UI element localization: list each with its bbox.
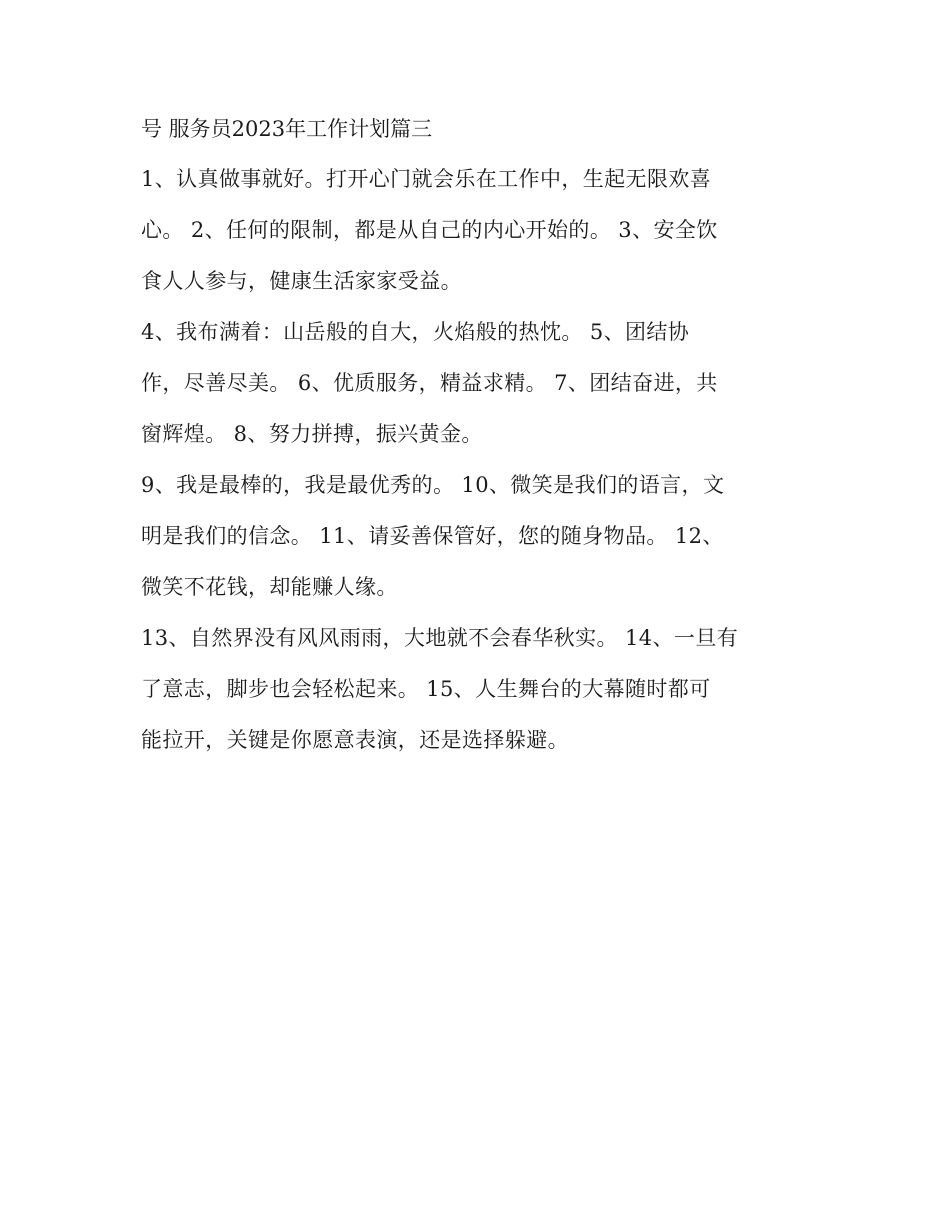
paragraph-line: 了意志，脚步也会轻松起来。 15、人生舞台的大幕随时都可 [141, 677, 711, 701]
paragraph-line: 9、我是最棒的，我是最优秀的。 10、微笑是我们的语言，文 [141, 473, 725, 497]
document-body [141, 108, 821, 766]
paragraph-line: 明是我们的信念。 11、请妥善保管好，您的随身物品。 12、 [141, 524, 724, 548]
paragraph-line: 能拉开，关键是你愿意表演，还是选择躲避。 [141, 728, 569, 752]
paragraph-line: 1、认真做事就好。打开心门就会乐在工作中，生起无限欢喜 [141, 167, 712, 191]
paragraph-line: 13、自然界没有风风雨雨，大地就不会春华秋实。 14、一旦有 [141, 626, 739, 650]
paragraph-line: 食人人参与，健康生活家家受益。 [141, 269, 462, 293]
paragraph-2 [141, 307, 821, 460]
paragraph-3 [141, 460, 821, 613]
document-title: 号 服务员2023年工作计划篇三 [141, 117, 433, 141]
paragraph-line: 窗辉煌。 8、努力拼搏，振兴黄金。 [141, 422, 483, 446]
paragraph-line: 微笑不花钱，却能赚人缘。 [141, 575, 398, 599]
paragraph-1 [141, 154, 821, 307]
paragraph-line: 4、我布满着：山岳般的自大，火焰般的热忱。 5、团结协 [141, 320, 690, 344]
paragraph-4 [141, 613, 821, 766]
paragraph-line: 作，尽善尽美。 6、优质服务，精益求精。 7、团结奋进，共 [141, 371, 718, 395]
paragraph-line: 心。 2、任何的限制，都是从自己的内心开始的。 3、安全饮 [141, 218, 718, 242]
